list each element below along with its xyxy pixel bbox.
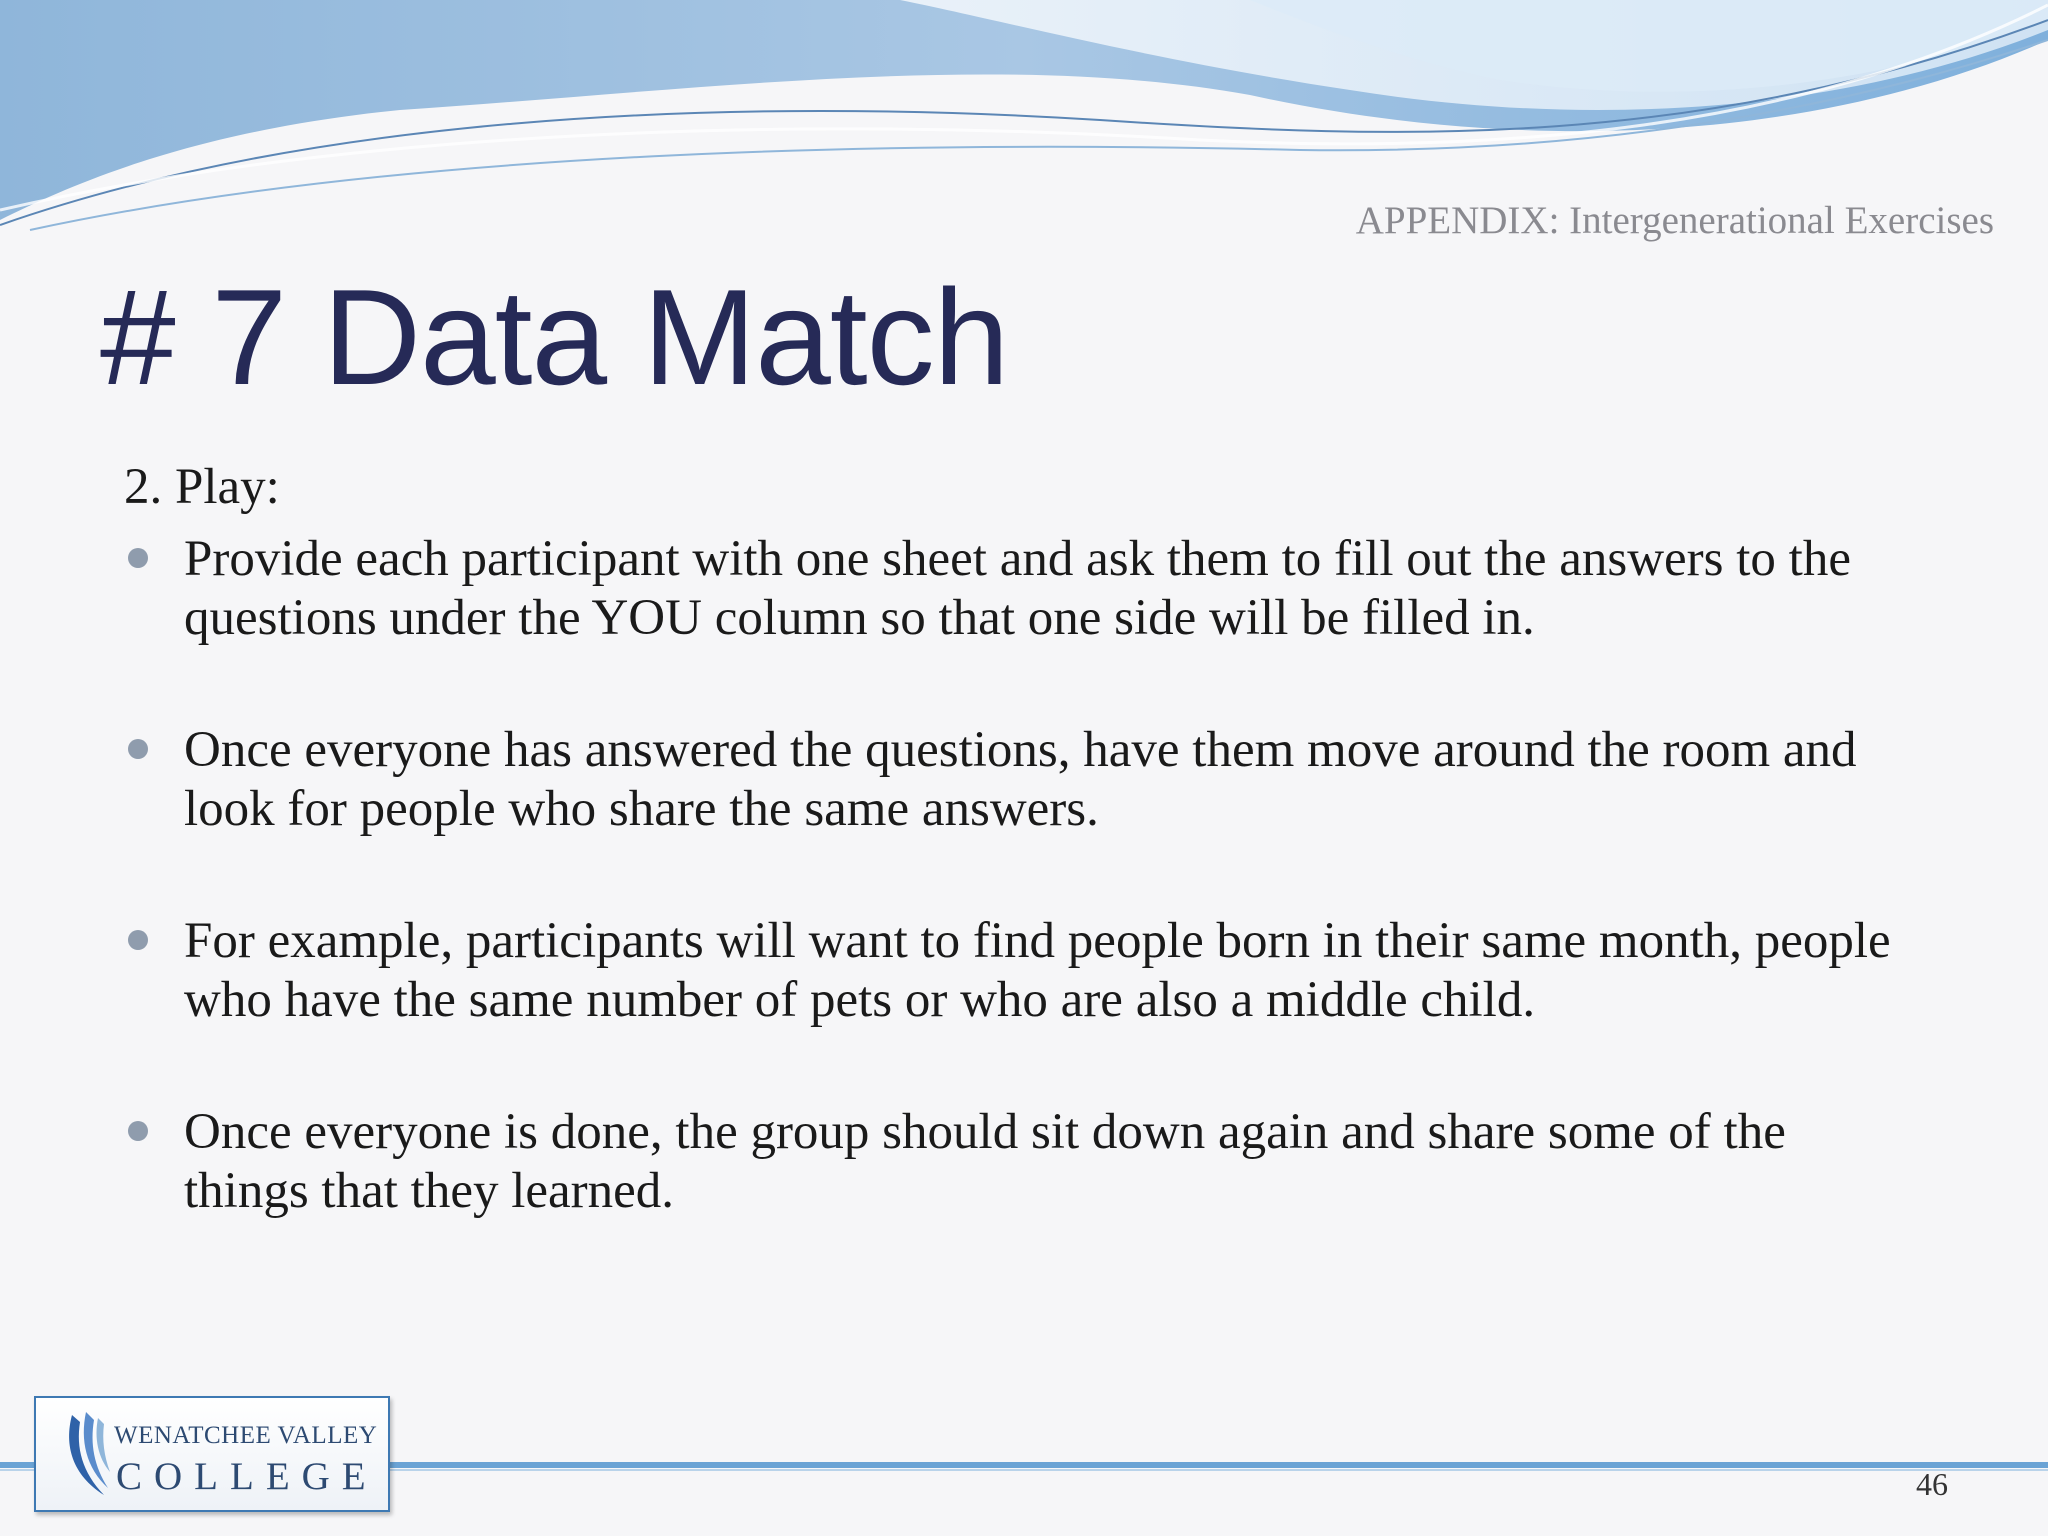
bullet-dot-icon [128, 1121, 148, 1141]
bullet-dot-icon [128, 930, 148, 950]
bullet-dot-icon [128, 548, 148, 568]
bullet-text: For example, participants will want to find people born in their same month, people who have the same number of pets or who are also a middle child. [184, 913, 1891, 1028]
bullet-list [124, 530, 1904, 1221]
appendix-label: APPENDIX: Intergenerational Exercises [1355, 199, 1994, 242]
bullet-item [124, 530, 1904, 648]
bullet-dot-icon [128, 739, 148, 759]
bullet-item [124, 1103, 1904, 1221]
college-logo [34, 1396, 390, 1512]
slide-title: # 7 Data Match [100, 261, 1009, 413]
bullet-text: Once everyone has answered the questions, have them move around the room and look for people who share the same answers. [184, 722, 1857, 837]
bullet-item [124, 912, 1904, 1030]
step-label: 2. Play: [124, 459, 280, 515]
flame-wave-icon [62, 1410, 112, 1500]
bullet-text: Once everyone is done, the group should sit down again and share some of the things that they learned. [184, 1104, 1786, 1219]
bullet-text: Provide each participant with one sheet and ask them to fill out the answers to the questions under the YOU column so that one side will be filled in. [184, 531, 1851, 646]
logo-text-bottom: COLLEGE [116, 1455, 378, 1498]
logo-text-top: WENATCHEE VALLEY [114, 1422, 378, 1449]
bullet-item [124, 721, 1904, 839]
page-number: 46 [1916, 1466, 1948, 1502]
